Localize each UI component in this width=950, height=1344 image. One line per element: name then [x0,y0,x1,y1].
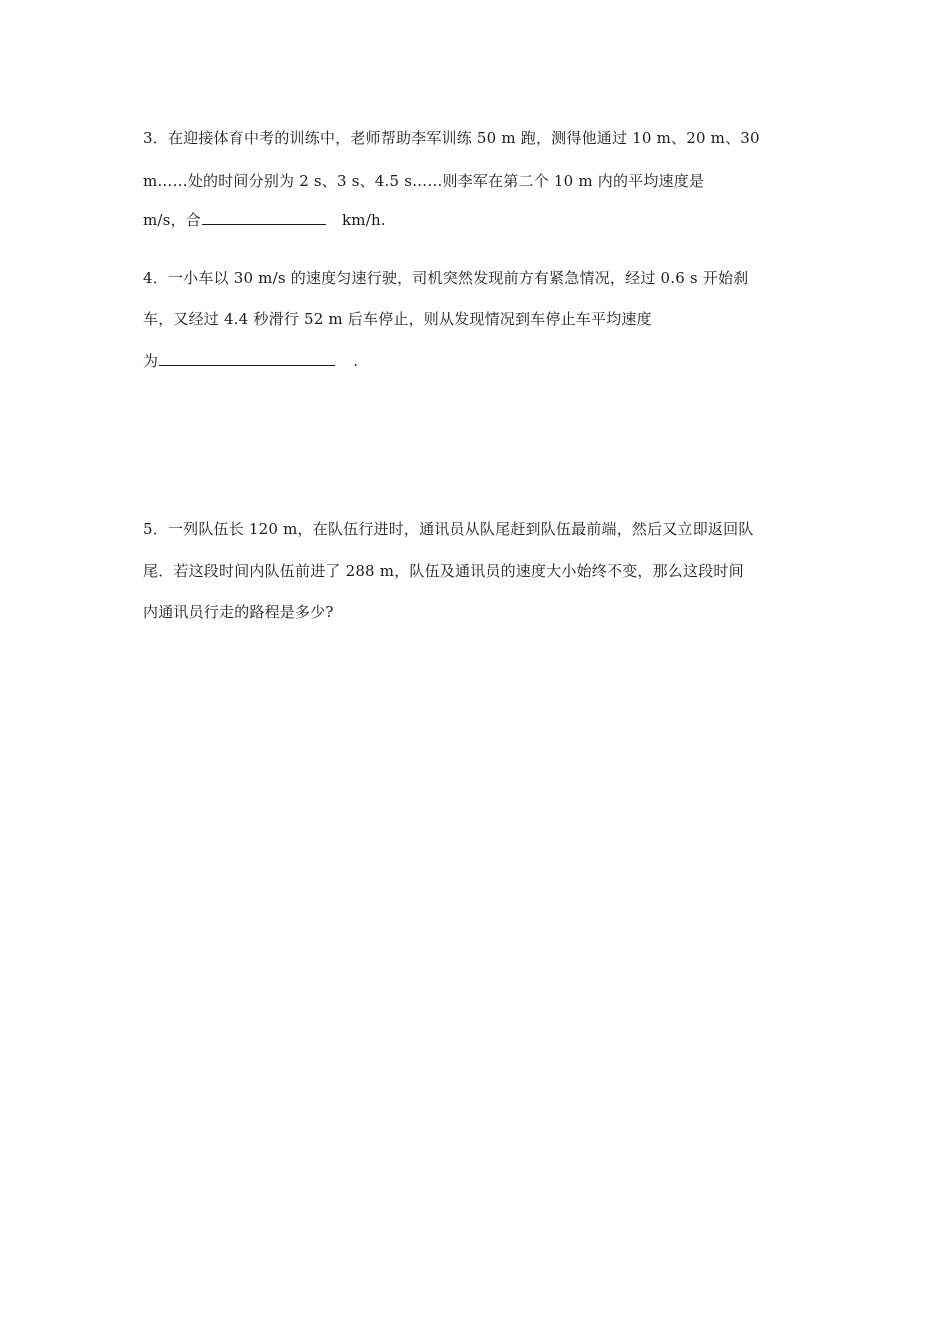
question-3-unit-ms: m/s，合 [143,211,201,229]
question-4-prefix: 为 [143,352,159,370]
question-4-line-3 [143,351,358,371]
question-3-line-1: 3．在迎接体育中考的训练中，老师帮助李军训练 50 m 跑，测得他通过 10 m、20 m、30 [143,129,760,147]
question-5-line-2: 尾．若这段时间内队伍前进了 288 m，队伍及通讯员的速度大小始终不变，那么这段时间 [143,562,744,580]
question-4-line-1: 4．一小车以 30 m/s 的速度匀速行驶，司机突然发现前方有紧急情况，经过 0.6 s 开始刹 [143,269,749,287]
question-4-line-2: 车，又经过 4.4 秒滑行 52 m 后车停止，则从发现情况到车停止车平均速度 [143,310,652,328]
question-3-line-2: m……处的时间分别为 2 s、3 s、4.5 s……则李军在第二个 10 m 内的平均速度是 [143,172,705,190]
answer-blank-average-speed[interactable] [159,351,335,366]
answer-blank-kmh[interactable] [202,210,326,225]
question-4-period: . [353,352,359,370]
question-3-line-3 [143,210,386,230]
question-5-line-3: 内通讯员行走的路程是多少? [143,603,334,621]
question-3-unit-kmh: km/h. [341,211,386,229]
question-5-line-1: 5．一列队伍长 120 m，在队伍行进时，通讯员从队尾赶到队伍最前端，然后又立即返回队 [143,520,754,538]
